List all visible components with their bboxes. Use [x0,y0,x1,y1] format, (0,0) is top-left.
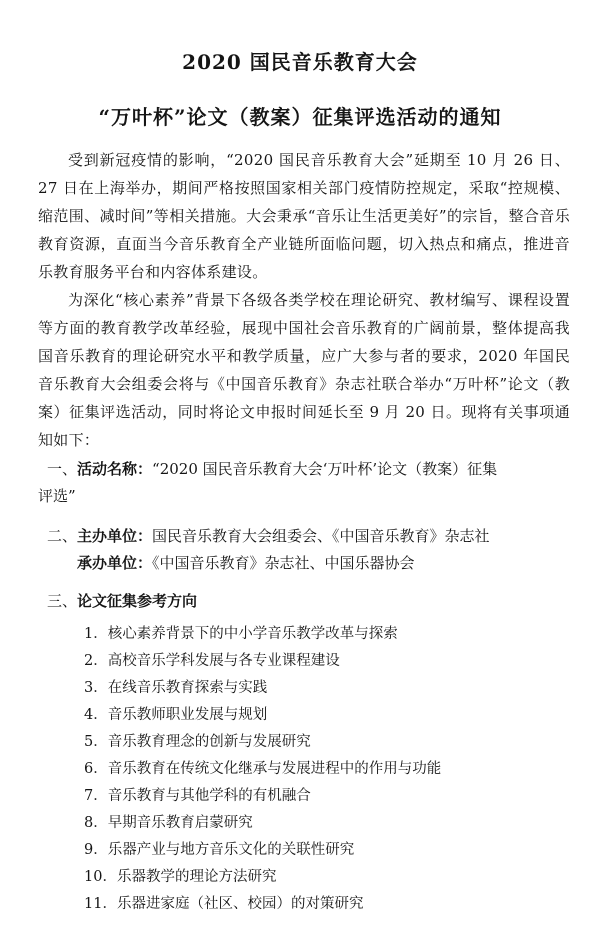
document-title-line1: 2020 国民音乐教育大会 [182,50,418,74]
topic-item: 10．乐器教学的理论方法研究 [84,869,277,885]
section1-value-continued: 评选” [38,487,76,505]
organizer-value: 国民音乐教育大会组委会、《中国音乐教育》杂志社 [152,527,490,545]
section1-number: 一、 [47,460,78,478]
topic-item: 11．乐器进家庭（社区、校园）的对策研究 [84,896,364,912]
topic-item: 6．音乐教育在传统文化继承与发展进程中的作用与功能 [84,761,442,777]
topic-item: 4．音乐教师职业发展与规划 [84,707,268,723]
topic-item: 3．在线音乐教育探索与实践 [84,680,268,696]
organizer-label: 主办单位： [77,527,153,545]
topic-item: 8．早期音乐教育启蒙研究 [84,815,253,831]
section3-label: 论文征集参考方向 [77,592,198,610]
topic-item: 1．核心素养背景下的中小学音乐教学改革与探索 [84,626,398,642]
undertaker-value: 《中国音乐教育》杂志社、中国乐器协会 [152,554,415,572]
intro-paragraph: 受到新冠疫情的影响，“2020 国民音乐教育大会”延期至 10 月 26 日、27 日在上海举办，期间严格按照国家相关部门疫情防控规定，采取“控规模、缩范围、减时间”等相关措施。大会秉承“音乐让生活更美好”的宗旨，整合音乐教育资源，直面当今音乐教育全产业链所面临问题，切入热点和痛点，推进音乐教育服务平台和内容体系建设。 [38,151,570,281]
topic-item: 7．音乐教育与其他学科的有机融合 [84,788,311,804]
section2-undertaker [77,549,415,577]
section2-number: 二、 [47,527,78,545]
topic-item: 9．乐器产业与地方音乐文化的关联性研究 [84,842,355,858]
topic-item: 5．音乐教育理念的创新与发展研究 [84,734,311,750]
section1-value: “2020 国民音乐教育大会‘万叶杯’论文（教案）征集 [152,460,498,478]
document-title-line2: “万叶杯”论文（教案）征集评选活动的通知 [98,105,502,129]
section3-heading [47,587,197,615]
section3-number: 三、 [47,592,78,610]
section1-label: 活动名称： [77,460,153,478]
undertaker-label: 承办单位： [77,554,153,572]
section2-organizer [47,522,490,550]
section1-heading [47,455,497,483]
topic-item: 2．高校音乐学科发展与各专业课程建设 [84,653,340,669]
background-paragraph: 为深化“核心素养”背景下各级各类学校在理论研究、教材编写、课程设置等方面的教育教学改革经验，展现中国社会音乐教育的广阔前景，整体提高我国音乐教育的理论研究水平和教学质量，应广大参与者的要求，2020 年国民音乐教育大会组委会将与《中国音乐教育》杂志社联合举办“万叶杯”论文（教案）征集评选活动，同时将论文申报时间延长至 9 月 20 日。现将有关事项通知如下： [38,291,570,449]
